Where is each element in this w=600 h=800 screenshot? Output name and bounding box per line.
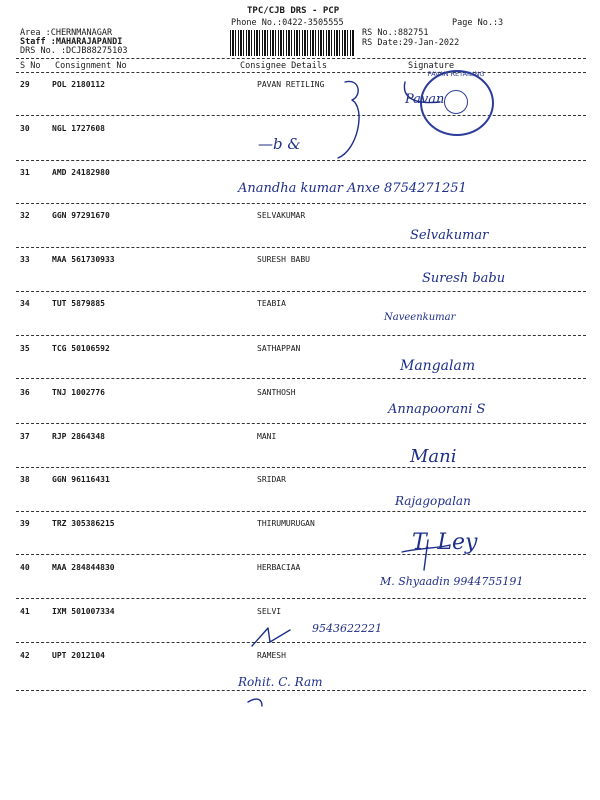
row-sno: 37 [20, 432, 30, 441]
row-consignee: TEABIA [257, 299, 286, 308]
phone-number: Phone No.:0422-3505555 [231, 18, 344, 28]
rs-number: RS No.:882751 [362, 28, 429, 38]
row-consignment: MAA 561730933 [52, 255, 115, 264]
row-consignee: MANI [257, 432, 277, 441]
ink-stroke [404, 82, 440, 103]
signature-row-30: —b & [258, 135, 301, 153]
row-consignee: SELVAKUMAR [257, 211, 306, 220]
signature-row-31: Anandha kumar Anxe 8754271251 [238, 181, 467, 196]
row-consignment: UPT 2012104 [52, 651, 105, 660]
row-sno: 32 [20, 211, 30, 220]
signature-row-40: M. Shyaadin 9944755191 [380, 575, 524, 588]
signature-row-41: 9543622221 [312, 622, 382, 635]
drs-number: DRS No. :DCJB88275103 [20, 46, 128, 56]
row-consignee: PAVAN RETILING [257, 80, 325, 89]
row-consignee: HERBACIAA [257, 563, 301, 572]
row-sno: 35 [20, 344, 30, 353]
signature-row-42: Rohit. C. Ram [238, 675, 323, 689]
signature-row-37: Mani [410, 446, 457, 467]
row-sno: 30 [20, 124, 30, 133]
document-title: TPC/CJB DRS - PCP [247, 6, 340, 16]
row-consignee: THIRUMURUGAN [257, 519, 315, 528]
row-sno: 39 [20, 519, 30, 528]
row-consignee: SANTHOSH [257, 388, 296, 397]
rs-date: RS Date:29-Jan-2022 [362, 38, 460, 48]
ink-stroke [402, 540, 450, 570]
row-consignment: MAA 284844830 [52, 563, 115, 572]
ink-stroke [248, 699, 262, 706]
row-sno: 42 [20, 651, 30, 660]
stamp-text: PAVAN RETAILING [427, 70, 485, 78]
signature-row-38: Rajagopalan [395, 494, 471, 508]
row-consignee: SATHAPPAN [257, 344, 301, 353]
ink-stroke [338, 81, 359, 158]
staff-label: Staff :MAHARAJAPANDI [20, 37, 123, 47]
row-consignee: SURESH BABU [257, 255, 310, 264]
column-consignee: Consignee Details [240, 61, 327, 71]
column-sno: S No [20, 61, 41, 71]
row-consignment: GGN 97291670 [52, 211, 110, 220]
row-sno: 38 [20, 475, 30, 484]
signature-row-36: Annapoorani S [388, 402, 486, 417]
row-consignment: IXM 501007334 [52, 607, 115, 616]
row-sno: 31 [20, 168, 30, 177]
signature-row-34: Naveenkumar [384, 312, 456, 323]
row-sno: 33 [20, 255, 30, 264]
signature-row-35: Mangalam [400, 358, 476, 374]
row-consignee: RAMESH [257, 651, 286, 660]
signature-row-39: T. Ley [412, 530, 478, 555]
row-consignment: TCG 50106592 [52, 344, 110, 353]
page-number: Page No.:3 [452, 18, 504, 28]
row-consignment: TRZ 305386215 [52, 519, 115, 528]
row-sno: 29 [20, 80, 30, 89]
row-sno: 41 [20, 607, 30, 616]
row-consignment: GGN 96116431 [52, 475, 110, 484]
row-consignment: TUT 5879885 [52, 299, 105, 308]
row-consignment: NGL 1727608 [52, 124, 105, 133]
column-consignment: Consignment No [55, 61, 127, 71]
row-consignee: SELVI [257, 607, 282, 616]
column-signature: Signature [408, 61, 455, 71]
row-consignment: POL 2180112 [52, 80, 105, 89]
row-sno: 40 [20, 563, 30, 572]
signature-row-33: Suresh babu [422, 271, 506, 286]
ink-stroke [252, 628, 290, 646]
row-consignment: AMD 24182980 [52, 168, 110, 177]
row-sno: 34 [20, 299, 30, 308]
row-consignment: RJP 2864348 [52, 432, 105, 441]
signature-row-32: Selvakumar [410, 228, 489, 243]
row-consignee: SRIDAR [257, 475, 286, 484]
row-consignment: TNJ 1002776 [52, 388, 105, 397]
row-sno: 36 [20, 388, 30, 397]
signature-row-29: Pavan [405, 92, 445, 107]
area-label: Area :CHERNMANAGAR [20, 28, 113, 38]
